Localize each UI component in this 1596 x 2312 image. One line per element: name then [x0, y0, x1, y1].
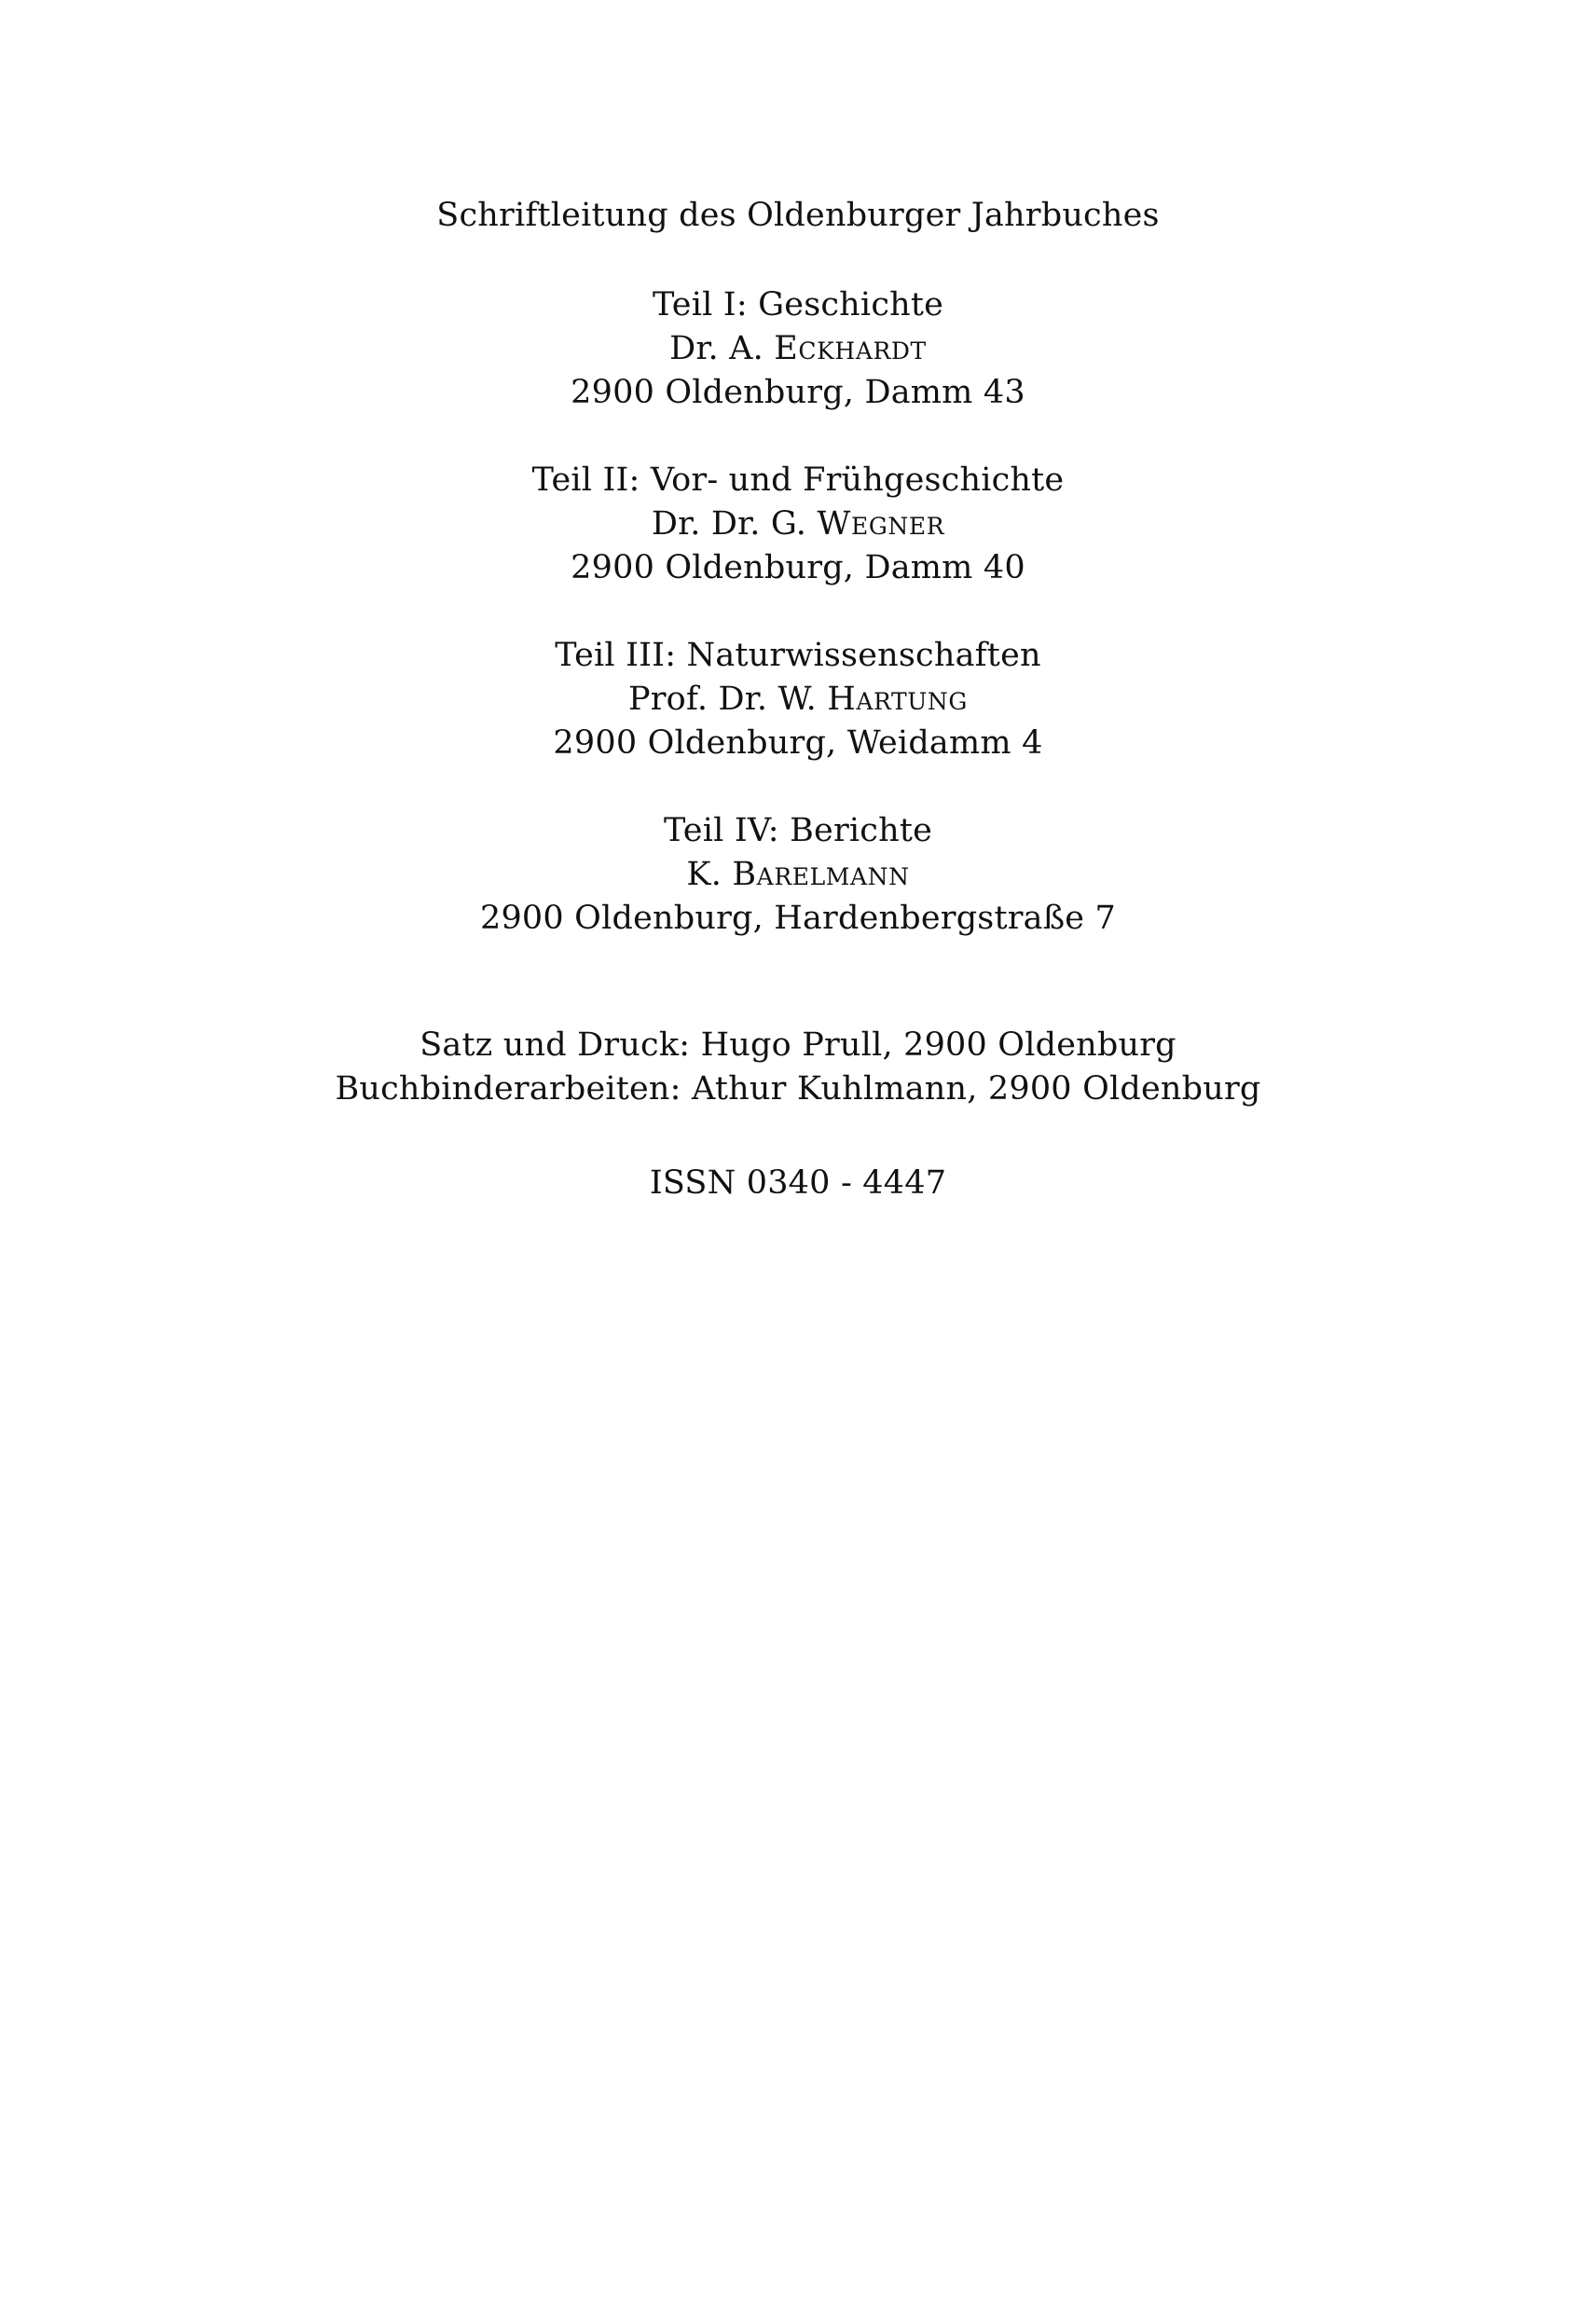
- heading-text: Schriftleitung des Oldenburger Jahrbuches: [436, 197, 1160, 234]
- section-editor: [0, 678, 1596, 722]
- editor-prefix: Prof. Dr. W.: [628, 681, 828, 718]
- section-address: 2900 Oldenburg, Weidamm 4: [553, 724, 1043, 762]
- section-title: Teil I: Geschichte: [652, 286, 944, 323]
- section-part-4: [0, 809, 1596, 941]
- editor-name: Eckhardt: [774, 330, 927, 367]
- section-title: Teil II: Vor- und Frühgeschichte: [531, 461, 1065, 499]
- section-editor: [0, 853, 1596, 897]
- editor-name: Wegner: [817, 505, 945, 543]
- section-address: 2900 Oldenburg, Damm 40: [571, 549, 1025, 586]
- typesetting-credit: Satz und Druck: Hugo Prull, 2900 Oldenburg: [420, 1026, 1176, 1064]
- section-part-3: [0, 634, 1596, 765]
- section-address: 2900 Oldenburg, Hardenbergstraße 7: [479, 900, 1117, 937]
- section-editor: [0, 502, 1596, 546]
- section-part-1: [0, 283, 1596, 415]
- section-title: Teil IV: Berichte: [663, 812, 933, 849]
- section-address: 2900 Oldenburg, Damm 43: [571, 374, 1025, 411]
- editorial-office-heading: [0, 194, 1596, 238]
- editor-prefix: Dr. A.: [669, 330, 775, 367]
- binding-credit: Buchbinderarbeiten: Athur Kuhlmann, 2900 Oldenburg: [335, 1070, 1261, 1108]
- section-editor: [0, 327, 1596, 371]
- issn-number: ISSN 0340 - 4447: [649, 1164, 947, 1202]
- editor-name: Hartung: [827, 681, 968, 718]
- editor-name: Barelmann: [732, 856, 910, 893]
- section-title: Teil III: Naturwissenschaften: [555, 637, 1041, 674]
- editor-prefix: Dr. Dr. G.: [651, 505, 818, 543]
- issn-block: [0, 1162, 1596, 1205]
- editor-prefix: K.: [686, 856, 733, 893]
- printing-credits: [0, 1024, 1596, 1111]
- section-part-2: [0, 459, 1596, 590]
